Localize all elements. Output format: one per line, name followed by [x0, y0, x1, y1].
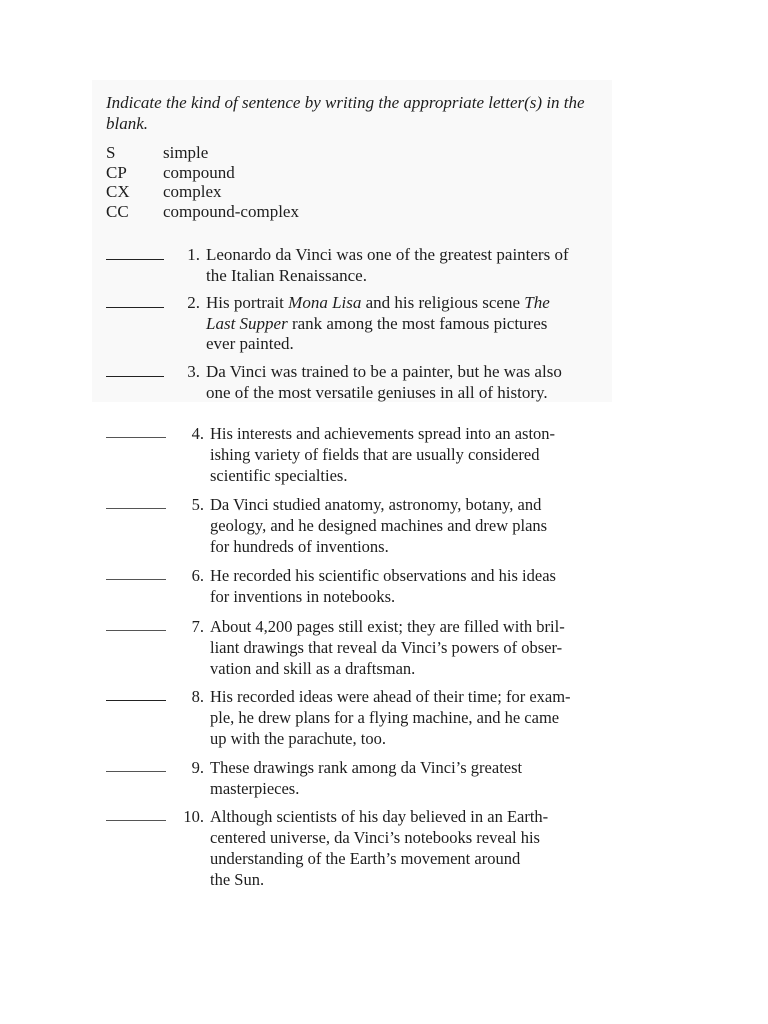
answer-blank-4[interactable] — [106, 423, 166, 438]
sentence-type-legend — [106, 143, 299, 221]
legend-item-compound-complex — [106, 202, 299, 222]
legend-item-simple — [106, 143, 299, 163]
item-number: 7. — [191, 617, 204, 636]
item-number: 10. — [183, 807, 204, 826]
item-sentence: He recorded his scientific observations and his ideas for inventions in notebooks. — [210, 566, 556, 606]
legend-label: complex — [163, 182, 222, 201]
exercise-item-7 — [106, 616, 626, 679]
item-number: 9. — [191, 758, 204, 777]
legend-label: compound — [163, 162, 235, 182]
answer-blank-10[interactable] — [106, 806, 166, 821]
item-number: 3. — [187, 362, 200, 381]
answer-blank-8[interactable] — [106, 686, 166, 701]
answer-blank-5[interactable] — [106, 494, 166, 509]
answer-blank-6[interactable] — [106, 565, 166, 580]
legend-item-compound — [106, 163, 299, 183]
item-sentence: Da Vinci studied anatomy, astronomy, botany, and geology, and he designed machines and drew plans for hundreds of inventions. — [210, 495, 548, 556]
item-number: 6. — [191, 566, 204, 585]
legend-label: compound-complex — [163, 201, 299, 221]
item-sentence: Da Vinci was trained to be a painter, but he was also one of the most versatile geniuses in all of history. — [206, 362, 562, 402]
legend-code: CP — [106, 162, 127, 182]
legend-code: CX — [106, 182, 130, 201]
answer-blank-7[interactable] — [106, 616, 166, 631]
item-sentence: These drawings rank among da Vinci’s greatest masterpieces. — [210, 758, 523, 798]
exercise-item-3 — [106, 362, 626, 403]
exercise-item-8 — [106, 686, 626, 749]
exercise-item-10 — [106, 806, 626, 890]
exercise-item-4 — [106, 423, 626, 486]
exercise-item-6 — [106, 565, 626, 607]
item-sentence: Leonardo da Vinci was one of the greatest painters of the Italian Renaissance. — [206, 245, 569, 285]
legend-code: CC — [106, 201, 129, 221]
item-sentence: About 4,200 pages still exist; they are filled with bril- liant drawings that reveal da Vinci’s powers of obser- vation and skill as a draftsman. — [210, 617, 565, 678]
item-sentence: His portrait Mona Lisa and his religious scene The Last Supper rank among the most famous pictures ever painted. — [206, 293, 550, 353]
legend-code: S — [106, 143, 116, 162]
item-sentence: His recorded ideas were ahead of their time; for exam- ple, he drew plans for a flying machine, and he came up with the parachute, too. — [210, 687, 571, 748]
artwork-title: The Last Supper — [206, 293, 550, 333]
item-number: 4. — [191, 424, 204, 443]
exercise-item-2 — [106, 293, 626, 355]
instructions-text: Indicate the kind of sentence by writing the appropriate letter(s) in the blank. — [106, 93, 585, 133]
item-sentence: Although scientists of his day believed in an Earth- centered universe, da Vinci’s notebooks reveal his understanding of the Earth’s movement around the Sun. — [210, 807, 549, 889]
answer-blank-1[interactable] — [106, 245, 164, 260]
item-number: 5. — [191, 495, 204, 514]
exercise-item-5 — [106, 494, 626, 557]
exercise-item-9 — [106, 757, 626, 799]
answer-blank-9[interactable] — [106, 757, 166, 772]
item-sentence: His interests and achievements spread into an aston- ishing variety of fields that are usually considered scientific specialties. — [210, 424, 556, 485]
legend-label: simple — [163, 143, 209, 162]
exercise-item-1 — [106, 245, 626, 286]
artwork-title: Mona Lisa — [288, 293, 362, 312]
legend-item-complex — [106, 182, 299, 202]
answer-blank-2[interactable] — [106, 293, 164, 308]
item-number: 8. — [191, 687, 204, 706]
item-number: 2. — [187, 293, 200, 312]
answer-blank-3[interactable] — [106, 362, 164, 377]
item-number: 1. — [187, 245, 200, 264]
